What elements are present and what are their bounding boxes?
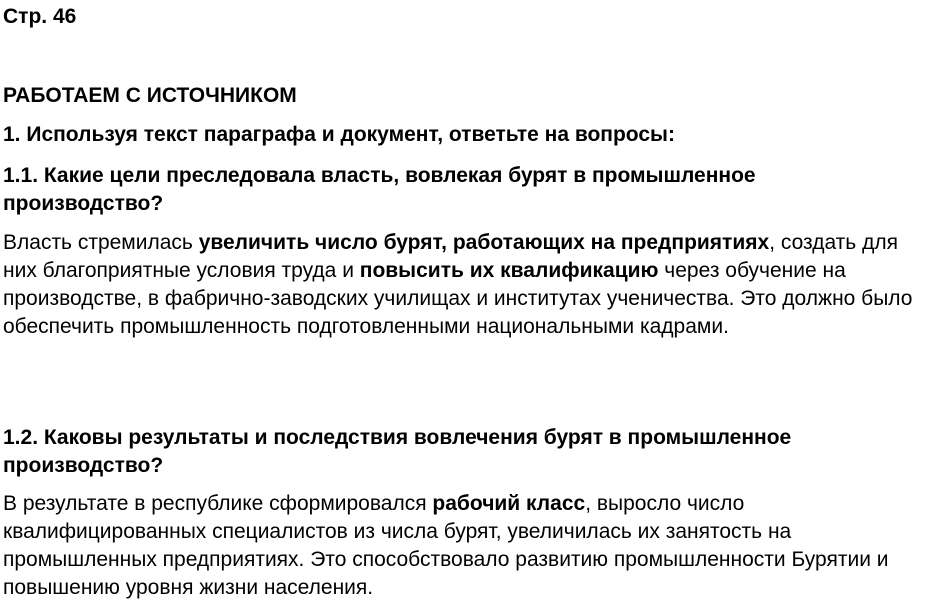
task-heading: 1. Используя текст параграфа и документ, ответьте на вопросы: (3, 123, 675, 146)
section-title: РАБОТАЕМ С ИСТОЧНИКОМ (3, 84, 297, 107)
answer-1-2 (3, 490, 918, 602)
question-1-1: 1.1. Какие цели преследовала власть, вовлекая бурят в промышленное производство? (3, 164, 756, 215)
page-number: Стр. 46 (3, 5, 77, 28)
answer-text: , выросло число квалифицированных специалистов из числа бурят, увеличилась их занятость на промышленных предприятиях. Это способствовало развитию промышленности Бурятии и повышению уровня жизни населения. (3, 492, 889, 599)
answer-emphasis: повысить их квалификацию (359, 259, 659, 282)
answer-text: , создать для них благоприятные условия труда и (3, 231, 898, 282)
answer-text: В результате в республике сформировался (3, 492, 433, 515)
answer-emphasis: рабочий класс (432, 492, 586, 515)
answer-text: Власть стремилась (3, 231, 199, 254)
question-1-2: 1.2. Каковы результаты и последствия вовлечения бурят в промышленное производство? (3, 426, 792, 477)
answer-emphasis: увеличить число бурят, работающих на предприятиях (198, 231, 770, 254)
answer-1-1 (3, 229, 918, 341)
answer-text: через обучение на производстве, в фабрично-заводских училищах и институтах ученичества. Это должно было обеспечить промышленность подготовленными национальными кадрами. (3, 259, 913, 338)
